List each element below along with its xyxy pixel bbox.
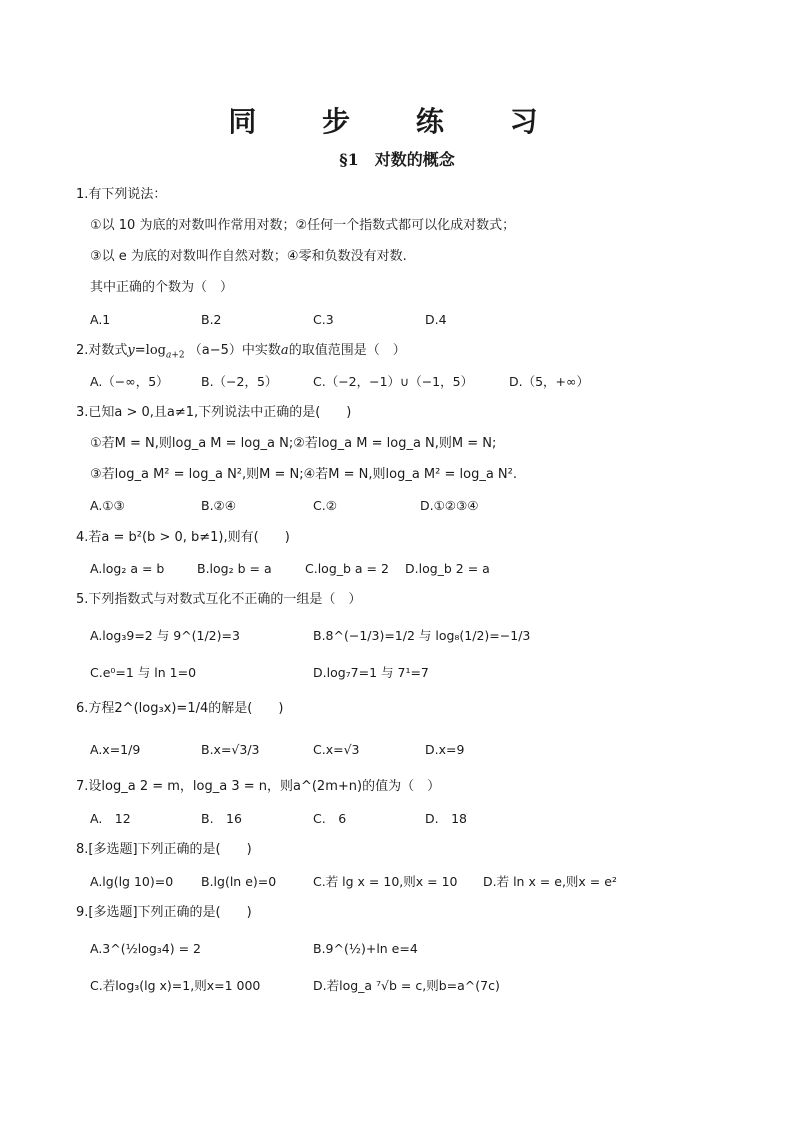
q2-option-d: D.（5，+∞） — [509, 374, 589, 389]
q8-option-b: B.lg(ln e)=0 — [201, 874, 277, 889]
q1-line2: ③以 e 为底的对数叫作自然对数；④零和负数没有对数. — [90, 249, 407, 264]
q7-option-a: A. 12 — [90, 811, 131, 826]
section-title: §1 对数的概念 — [339, 150, 455, 169]
q7-option-c: C. 6 — [313, 811, 347, 826]
q1-option-d: D.4 — [425, 312, 447, 327]
q1-option-b: B.2 — [201, 312, 222, 327]
q6-stem: 6.方程2^(log₃x)=1/4的解是( ) — [76, 701, 284, 716]
q2-stem: 2.对数式$y=\log_{a+2}$ （a−5）中实数a的取值范围是（ ） — [76, 343, 406, 361]
q6-option-b: B.x=√3/3 — [201, 742, 260, 757]
q7-option-b: B. 16 — [201, 811, 242, 826]
q3-option-c: C.② — [313, 498, 337, 513]
q8-stem: 8.[多选题]下列正确的是( ) — [76, 842, 252, 857]
q2-option-b: B.（−2，5） — [201, 374, 278, 389]
q5-stem: 5.下列指数式与对数式互化不正确的一组是（ ） — [76, 592, 362, 607]
q3-option-a: A.①③ — [90, 498, 125, 513]
q4-option-c: C.log_b a = 2 — [305, 561, 389, 576]
q6-option-c: C.x=√3 — [313, 742, 360, 757]
q3-line1: ①若M = N,则log_a M = log_a N;②若log_a M = log_a N,则M = N; — [90, 436, 497, 451]
q1-option-a: A.1 — [90, 312, 111, 327]
q3-stem: 3.已知a > 0,且a≠1,下列说法中正确的是( ) — [76, 405, 352, 420]
q1-line3: 其中正确的个数为（ ） — [90, 280, 234, 295]
q9-stem: 9.[多选题]下列正确的是( ) — [76, 905, 252, 920]
q5-option-b: B.8^(−1/3)=1/2 与 log₈(1/2)=−1/3 — [313, 628, 531, 643]
q4-option-b: B.log₂ b = a — [197, 561, 272, 576]
page-title: 同 步 练 习 — [228, 105, 566, 138]
q8-option-d: D.若 ln x = e,则x = e² — [483, 874, 617, 889]
q4-option-d: D.log_b 2 = a — [405, 561, 490, 576]
q2-option-c: C.（−2，−1）∪（−1，5） — [313, 374, 474, 389]
q2-option-a: A.（−∞，5） — [90, 374, 169, 389]
q6-option-d: D.x=9 — [425, 742, 465, 757]
q8-option-a: A.lg(lg 10)=0 — [90, 874, 174, 889]
q5-option-d: D.log₇7=1 与 7¹=7 — [313, 665, 429, 680]
q6-option-a: A.x=1/9 — [90, 742, 141, 757]
q3-option-d: D.①②③④ — [420, 498, 479, 513]
q3-line2: ③若log_a M² = log_a N²,则M = N;④若M = N,则log_a M² = log_a N². — [90, 467, 517, 482]
q1-option-c: C.3 — [313, 312, 334, 327]
q1-stem: 1.有下列说法： — [76, 187, 167, 202]
q4-stem: 4.若a = b²(b > 0, b≠1),则有( ) — [76, 530, 290, 545]
q9-option-c: C.若log₃(lg x)=1,则x=1 000 — [90, 978, 261, 993]
q8-option-c: C.若 lg x = 10,则x = 10 — [313, 874, 458, 889]
q3-option-b: B.②④ — [201, 498, 236, 513]
q9-option-a: A.3^(½log₃4) = 2 — [90, 941, 201, 956]
q1-line1: ①以 10 为底的对数叫作常用对数；②任何一个指数式都可以化成对数式； — [90, 218, 516, 233]
q5-option-a: A.log₃9=2 与 9^(1/2)=3 — [90, 628, 240, 643]
q7-stem: 7.设log_a 2 = m，log_a 3 = n，则a^(2m+n)的值为（ ） — [76, 779, 441, 794]
q7-option-d: D. 18 — [425, 811, 468, 826]
q9-option-d: D.若log_a ⁷√b = c,则b=a^(7c) — [313, 978, 500, 993]
q4-option-a: A.log₂ a = b — [90, 561, 165, 576]
q9-option-b: B.9^(½)+ln e=4 — [313, 941, 418, 956]
q5-option-c: C.e⁰=1 与 ln 1=0 — [90, 665, 197, 680]
